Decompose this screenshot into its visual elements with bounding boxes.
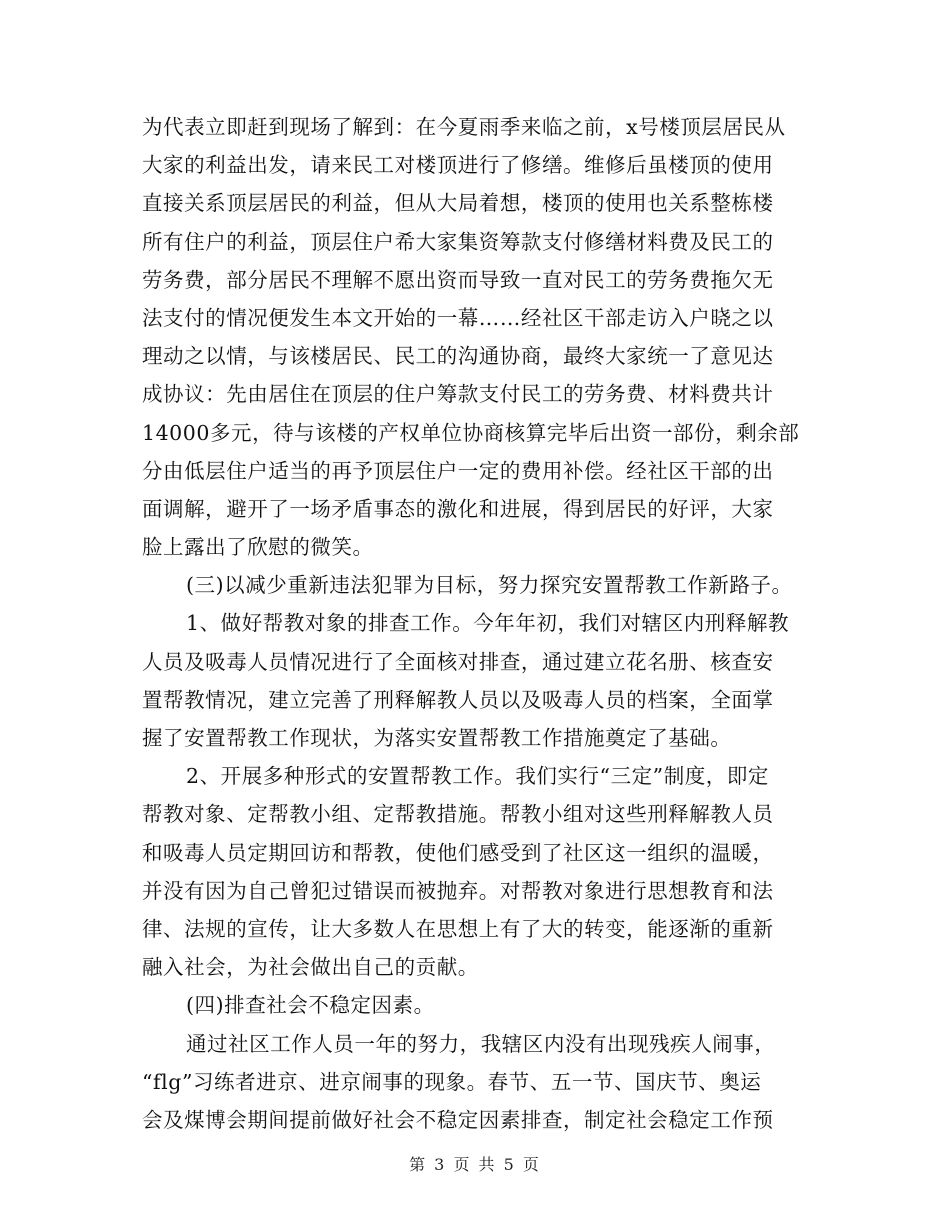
text-line: 脸上露出了欣慰的微笑。 <box>142 535 374 560</box>
text-line: 置帮教情况，建立完善了刑释解教人员以及吸毒人员的档案，全面掌 <box>142 687 774 712</box>
text-line: 法支付的情况便发生本文开始的一幕……经社区干部走访入户晓之以 <box>142 305 774 330</box>
text-line: 理动之以情，与该楼居民、民工的沟通协商，最终大家统一了意见达 <box>142 344 774 369</box>
text-line: 融入社会，为社会做出自己的贡献。 <box>142 955 479 980</box>
text-line: 帮教对象、定帮教小组、定帮教措施。帮教小组对这些刑释解教人员 <box>142 802 774 827</box>
text-line: 通过社区工作人员一年的努力，我辖区内没有出现残疾人闹事， <box>186 1031 776 1056</box>
text-line: 14000多元，待与该楼的产权单位协商核算完毕后出资一部份，剩余部 <box>142 420 800 445</box>
text-line: 人员及吸毒人员情况进行了全面核对排查，通过建立花名册、核查安 <box>142 649 774 674</box>
text-line: (四)排查社会不稳定因素。 <box>186 993 435 1018</box>
text-line: 握了安置帮教工作现状，为落实安置帮教工作措施奠定了基础。 <box>142 726 732 750</box>
text-line: 面调解，避开了一场矛盾事态的激化和进展，得到居民的好评，大家 <box>142 496 774 521</box>
text-line: “flg”习练者进京、进京闹事的现象。春节、五一节、国庆节、奥运 <box>142 1069 762 1094</box>
text-line: 1、做好帮教对象的排查工作。今年年初，我们对辖区内刑释解教 <box>186 611 789 636</box>
text-line: 大家的利益出发，请来民工对楼顶进行了修缮。维修后虽楼顶的使用 <box>142 153 774 178</box>
text-line: 和吸毒人员定期回访和帮教，使他们感受到了社区这一组织的温暖， <box>142 840 774 865</box>
text-line: 劳务费，部分居民不理解不愿出资而导致一直对民工的劳务费拖欠无 <box>142 267 774 292</box>
text-line: 成协议：先由居住在顶层的住户筹款支付民工的劳务费、材料费共计 <box>142 382 774 407</box>
text-line: 并没有因为自己曾犯过错误而被抛弃。对帮教对象进行思想教育和法 <box>142 878 774 903</box>
page-footer: 第 3 页 共 5 页 <box>409 1155 541 1174</box>
text-line: 会及煤博会期间提前做好社会不稳定因素排查，制定社会稳定工作预 <box>142 1107 774 1132</box>
text-line: 2、开展多种形式的安置帮教工作。我们实行“三定”制度，即定 <box>186 764 769 789</box>
text-line: 所有住户的利益，顶层住户希大家集资筹款支付修缮材料费及民工的 <box>142 229 774 254</box>
text-line: (三)以减少重新违法犯罪为目标，努力探究安置帮教工作新路子。 <box>186 573 793 598</box>
text-line: 直接关系顶层居民的利益，但从大局着想，楼顶的使用也关系整栋楼 <box>142 191 774 216</box>
text-line: 律、法规的宣传，让大多数人在思想上有了大的转变，能逐渐的重新 <box>142 916 774 941</box>
text-line: 分由低层住户适当的再予顶层住户一定的费用补偿。经社区干部的出 <box>142 458 774 483</box>
body-text <box>142 108 810 1139</box>
text-line: 为代表立即赶到现场了解到：在今夏雨季来临之前，x号楼顶层居民从 <box>142 115 786 139</box>
